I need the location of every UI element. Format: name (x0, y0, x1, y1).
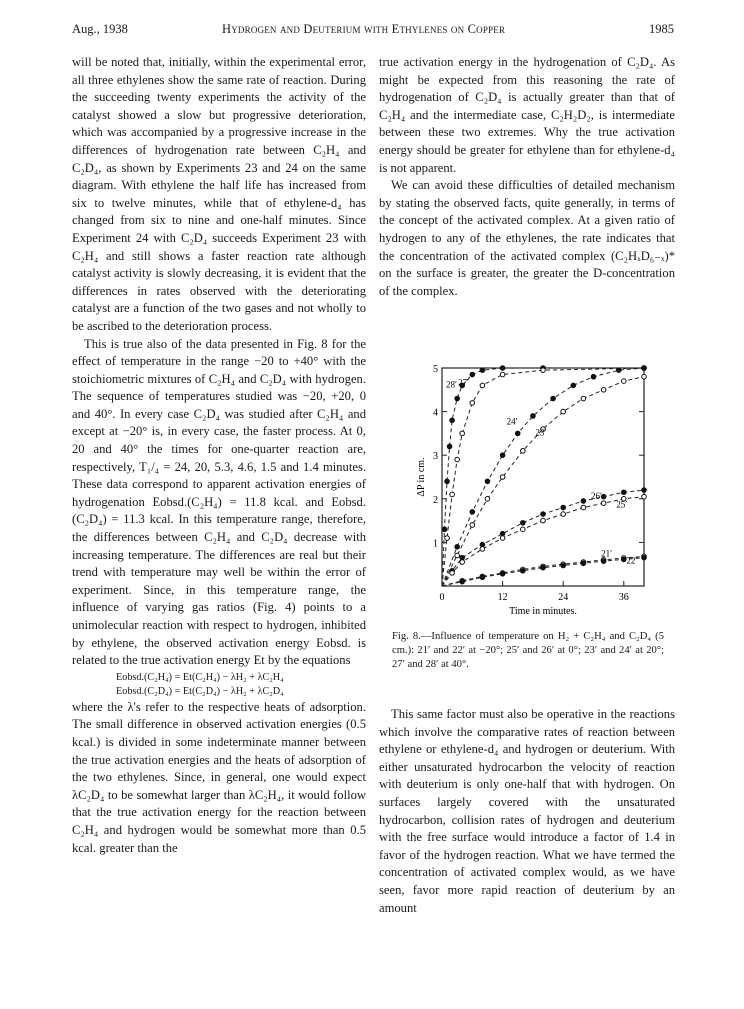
series-label: 24′ (506, 416, 518, 427)
data-point (561, 505, 566, 510)
data-point (480, 383, 485, 388)
running-title: Hydrogen and Deuterium with Ethylenes on Copper (222, 22, 506, 36)
data-point (591, 374, 596, 379)
series-label: 27′ (458, 377, 470, 388)
data-point (541, 368, 546, 373)
data-point (521, 568, 526, 573)
data-point (581, 396, 586, 401)
data-point (561, 512, 566, 517)
data-point (450, 492, 455, 497)
series-label: 23′ (535, 427, 547, 438)
data-point (500, 571, 505, 576)
data-point (470, 510, 475, 515)
data-point (541, 512, 546, 517)
data-point (521, 527, 526, 532)
right-column-lower (379, 706, 675, 917)
data-point (561, 409, 566, 414)
journal-date: Aug., 1938 (72, 22, 128, 36)
data-point (485, 479, 490, 484)
data-point (470, 372, 475, 377)
data-point (455, 544, 460, 549)
series-line (442, 377, 644, 586)
paragraph: will be noted that, initially, within the experimental error, all three ethylenes show the same rate of reaction. During the succeeding twenty experiments the activity of the catalyst showed a slow but progressive deterioration, which was accompanied by a progressive increase in the differences of hydrogenation rate between C₂H₄ and C₂D₄, as shown by Experiments 23 and 24 on the same diagram. With ethylene the half life has increased from six to twelve minutes, while that of ethylene-d₄ has changed from six to nine and one-half minutes. Since Experiment 24 with C₂D₄ succeeds Experiment 23 with C₂H₄ and still shows a faster reaction rate although catalyst activity is slowly decreasing, it is evident that the differences in rates observed with the deteriorating catalyst are a function of the two gases and not wholly to be ascribed to the deterioration process. (72, 55, 366, 333)
data-point (642, 555, 647, 560)
data-point (455, 457, 460, 462)
data-point (642, 366, 647, 371)
data-point (541, 518, 546, 523)
data-point (442, 527, 447, 532)
x-tick-label: 24 (558, 592, 569, 603)
series-line (442, 556, 644, 586)
data-point (500, 372, 505, 377)
paragraph: where the λ's refer to the respective heats of adsorption. The small difference in observed activation energies (0.5 kcal.) is divided in some indeterminate manner between the true activation energies and the heats of adsorption of the two ethylenes. Since, in general, one would expect λC₂D₄ to be somewhat larger than λC₂H₄, it would follow that the true activation energy for the reaction between C₂H₄ and hydrogen would be somewhat more than 0.5 kcal. greater than the (72, 699, 366, 855)
left-column (72, 54, 366, 857)
equation: Eobsd.(C₂D₄) = Et(C₂D₄) − λH₂ + λC₂D₄ (116, 685, 284, 697)
data-point (531, 414, 536, 419)
data-point (500, 536, 505, 541)
data-point (460, 560, 465, 565)
series-line (442, 490, 644, 586)
equation: Eobsd.(C₂H₄) = Et(C₂H₄) − λH₂ + λC₂H₄ (116, 671, 284, 683)
data-point (601, 559, 606, 564)
data-point (601, 501, 606, 506)
data-point (500, 366, 505, 371)
paragraph: We can avoid these difficulties of detailed mechanism by stating the observed facts, quite generally, in terms of the concept of the activated complex. At a given ratio of hydrogen to any of the ethylenes, the rate indicates that the concentration of the activated complex (C₂HₓD₆₋ₓ)* on the surface is greater, the greater the D-concentration of the complex. (379, 178, 675, 298)
y-tick-label: 1 (433, 538, 438, 550)
data-point (447, 444, 452, 449)
series-label: 25′ (616, 499, 628, 510)
y-tick-label: 5 (433, 364, 438, 375)
paragraph: This is true also of the data presented in Fig. 8 for the effect of temperature in the range −20 to +40° with the stoichiometric mixtures of C₂H₄ and C₂D₄ with hydrogen. The sequence of temperatures studied was −20, +20, 0 and 40°. In every case C₂D₄ was studied after C₂H₄ and except at −20° is, in every case, the faster process. At 0, 20 and 40° the times for one-quarter reaction are, respectively, T₁/₄ = 24, 20, 5.3, 4.6, 1.5 and 1.4 minutes. These data correspond to apparent activation energies of hydrogenation Eobsd.(C₂H₄) = 11.8 kcal. and Eobsd.(C₂D₄) = 11.3 kcal. In this temperature range, therefore, the differences between C₂H₄ and C₂D₄ decrease with increasing temperature. The differences are real but their trend with temperature may well be within the error of experiment. Since, in this temperature range, the influence of varying gas ratios (Fig. 4) points to a unimolecular reaction with respect to hydrogen, inhibited by ethylene, the observed activation energy Eobsd. is related to the true activation energy Et by the equations (72, 336, 366, 668)
data-point (616, 368, 621, 373)
paragraph: true activation energy in the hydrogenation of C₂D₄. As might be expected from this reasoning the rate of hydrogenation of C₂D₄ is actually greater than that of C₂H₄ and the intermediate case, C₂H₂D₂, is intermediate between these two extremes. Why the true activation energy should be greater for ethylene than for ethylene-d₄ is not apparent. (379, 55, 675, 175)
data-point (521, 449, 526, 454)
series-label: 21′ (601, 548, 613, 559)
x-axis-label: Time in minutes. (509, 606, 577, 617)
y-tick-label: 2 (433, 494, 438, 506)
series-label: 22′ (626, 555, 638, 566)
paragraph: This same factor must also be operative in the reactions which involve the comparative rates of reaction between ethylene or ethylene-d₄ and hydrogen or deuterium. With either unsaturated hydrocarbon the velocity of reaction with deuterium is only one-half that with hydrogen. On surfaces largely covered with the unsaturated hydrocarbon, collision rates of hydrogen and deuterium with the free surface would introduce a factor of 1.4 in favor of the hydrogen reaction. What we have termed the concentration of activated complex would, as we have seen, favor more rapid reaction of deuterium by an amount (379, 707, 675, 915)
y-tick-label: 4 (433, 407, 438, 419)
data-point (470, 401, 475, 406)
data-point (561, 563, 566, 568)
data-point (622, 379, 627, 384)
data-point (642, 488, 647, 493)
data-point (601, 388, 606, 393)
data-point (450, 418, 455, 423)
series-label: 28′ (446, 379, 458, 390)
data-point (571, 383, 576, 388)
data-point (480, 368, 485, 373)
data-point (460, 431, 465, 436)
data-point (515, 431, 520, 436)
data-point (445, 536, 450, 541)
data-point (480, 575, 485, 580)
x-tick-label: 12 (497, 592, 508, 603)
data-point (455, 396, 460, 401)
data-point (642, 494, 647, 499)
series-line (442, 558, 644, 586)
data-point (581, 505, 586, 510)
data-point (485, 497, 490, 502)
data-point (455, 553, 460, 558)
page-header (72, 22, 674, 38)
data-point (445, 479, 450, 484)
data-point (642, 374, 647, 379)
data-point (470, 523, 475, 528)
data-point (581, 499, 586, 504)
x-tick-label: 36 (618, 592, 629, 603)
data-point (521, 520, 526, 525)
y-axis-label: ΔP in cm. (416, 457, 427, 497)
data-point (460, 579, 465, 584)
data-point (500, 453, 505, 458)
y-tick-label: 3 (433, 451, 438, 463)
data-point (581, 561, 586, 566)
data-point (480, 547, 485, 552)
figure-8 (400, 362, 662, 632)
data-point (601, 494, 606, 499)
data-point (541, 565, 546, 570)
page-number: 1985 (649, 22, 674, 36)
series-label: 26′ (590, 490, 602, 501)
figure-caption: Fig. 8.—Influence of temperature on H₂ + C₂H₄ and C₂D₄ (5 cm.): 21′ and 22′ at −20°; 25′ and 26′ at 0°; 23′ and 24′ at 20°; 27′ and 28′ at 40°. (392, 631, 664, 670)
data-point (551, 396, 556, 401)
data-point (500, 475, 505, 480)
data-point (622, 490, 627, 495)
x-tick-label: 0 (439, 592, 445, 603)
right-column (379, 54, 675, 300)
chart-svg (400, 362, 662, 632)
data-point (450, 571, 455, 576)
